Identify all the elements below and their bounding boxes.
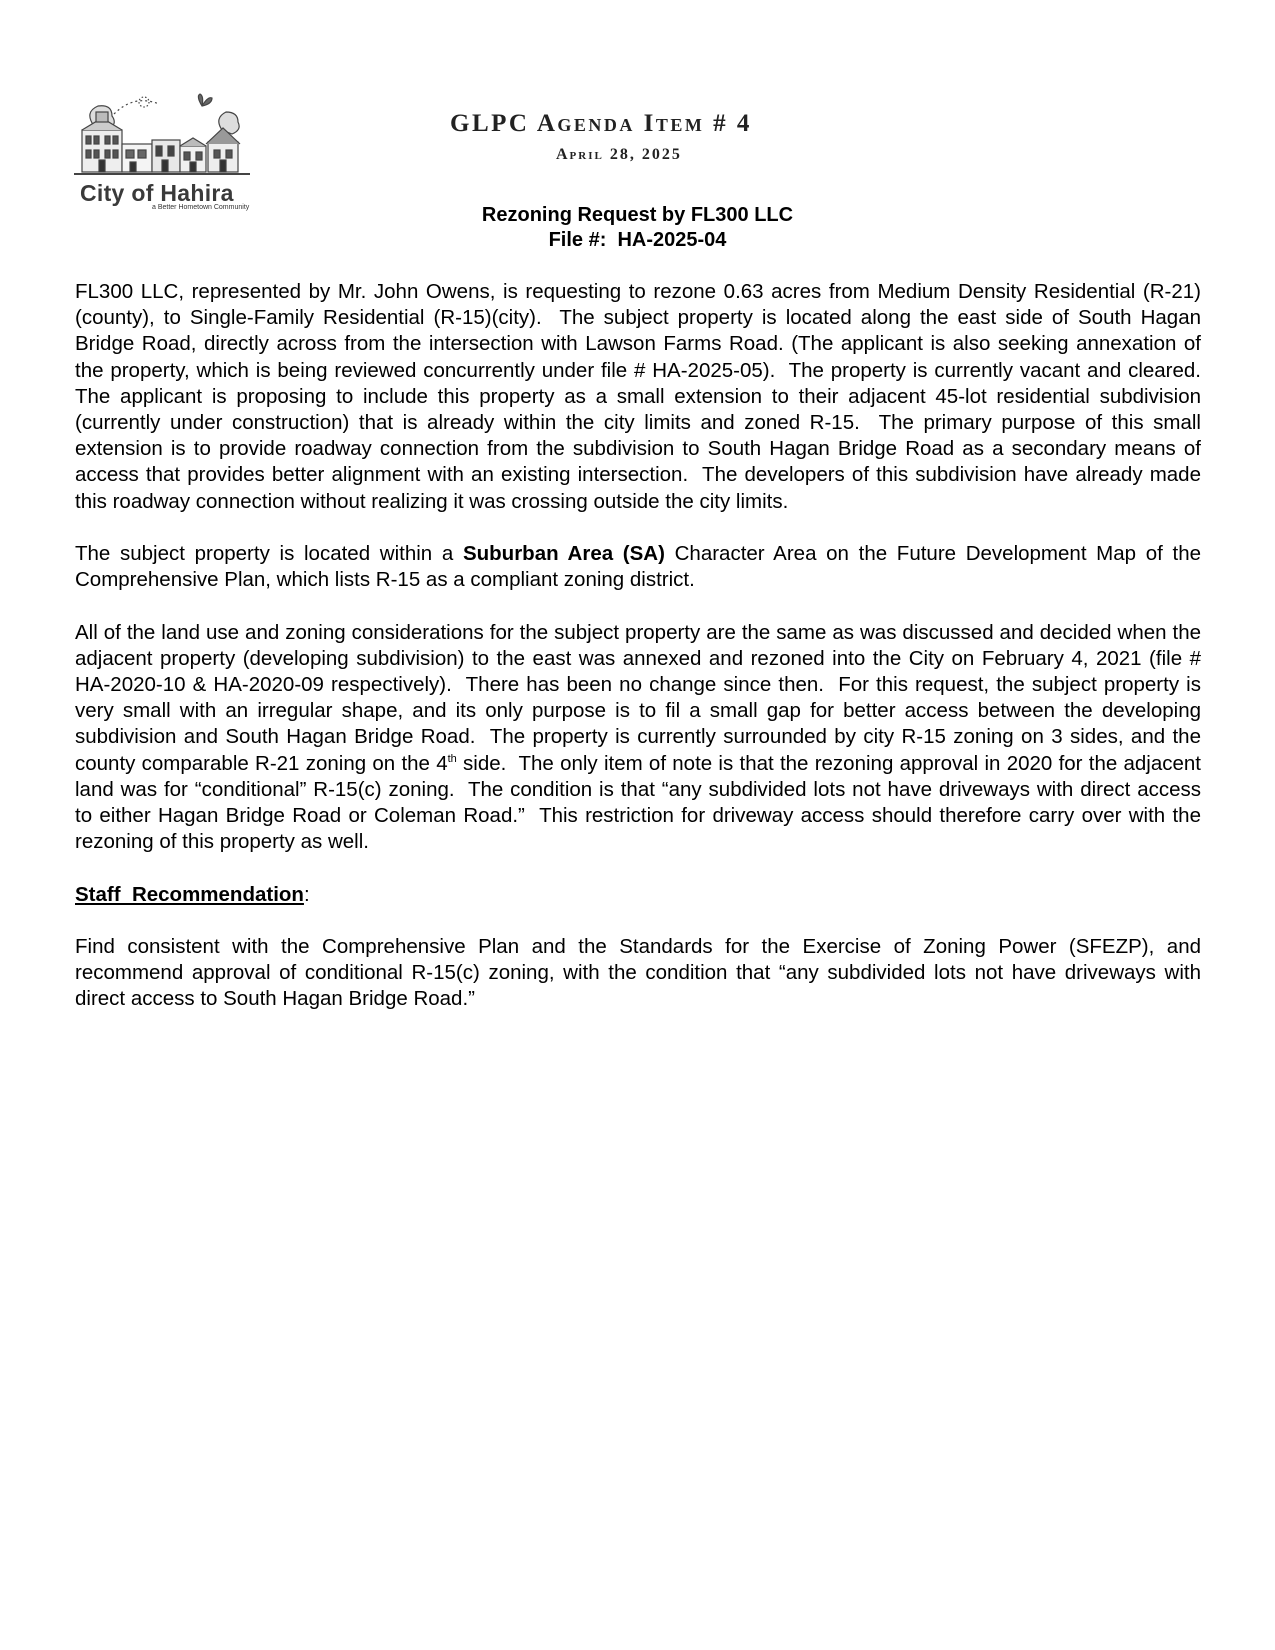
agenda-item-title: GLPC Agenda Item # 4 — [450, 110, 752, 137]
ordinal-superscript: th — [447, 752, 457, 765]
paragraph-text: Character Area on the Future Development Map of the Comprehensive Plan, which lists R-15 as a compliant zoning district. — [75, 542, 1207, 592]
paragraph-request-summary: FL300 LLC, represented by Mr. John Owens, is requesting to rezone 0.63 acres from Medium Density Residential (R-21)(county), to Single-Family Residential (R-15)(city). The subject property is located along the east side of South Hagan Bridge Road, directly across from the intersection with Lawson Farms Road. (The applicant is also seeking annexation of the property, which is being reviewed concurrently under file # HA-2025-05). The property is currently vacant and cleared. The applicant is proposing to include this property as a small extension to their adjacent 45-lot residential subdivision (currently under construction) that is already within the city limits and zoned R-15. The primary purpose of this small extension is to provide roadway connection from the subdivision to South Hagan Bridge Road as a secondary means of access that provides better alignment with an existing intersection. The developers of this subdivision have already made this roadway connection without realizing it was crossing outside the city limits. — [75, 280, 1213, 513]
paragraph-character-area — [75, 541, 1207, 593]
logo-city-name: City of Hahira — [80, 180, 234, 206]
town-skyline-illustration — [74, 92, 264, 182]
agenda-date: April 28, 2025 — [556, 146, 682, 163]
staff-recommendation-heading-line — [75, 882, 1201, 908]
staff-recommendation-heading: Staff Recommendation — [75, 882, 304, 906]
heading-colon: : — [303, 882, 310, 906]
staff-recommendation-text: Find consistent with the Comprehensive Plan and the Standards for the Exercise of Zoning Power (SFEZP), and recommend approval of conditional R-15(c) zoning, with the condition that “any subdivided lots not have driveways with direct access to South Hagan Bridge Road.” — [75, 935, 1207, 1011]
paragraph-text: The subject property is located within a — [75, 542, 463, 566]
paragraph-text: side. The only item of note is that the rezoning approval in 2020 for the adjacent land was for “conditional” R-15(c) zoning. The condition is that “any subdivided lots not have driveways with direct access to either Hagan Bridge Road or Coleman Road.” This restriction for driveway access should therefore carry over with the rezoning of this property as well. — [75, 751, 1207, 854]
logo-tagline: a Better Hometown Community — [152, 204, 250, 211]
paragraph-zoning-considerations — [75, 620, 1207, 856]
paragraph-text: All of the land use and zoning considerations for the subject property are the same as was discussed and decided when the adjacent property (developing subdivision) to the east was annexed and rezoned into the City on February 4, 2021 (file # HA-2020-10 & HA-2020-09 respectively). There has been no change since then. For this request, the subject property is very small with an irregular shape, and its only purpose is to fil a small gap for better access between the developing subdivision and South Hagan Bridge Road. The property is currently surrounded by city R-15 zoning on 3 sides, and the county comparable R-21 zoning on the 4 — [75, 620, 1207, 775]
file-number: File #: HA-2025-04 — [548, 229, 727, 251]
character-area-name: Suburban Area (SA) — [462, 542, 665, 566]
city-logo — [74, 92, 264, 216]
document-body — [75, 279, 1213, 1013]
request-title: Rezoning Request by FL300 LLC — [481, 204, 794, 226]
